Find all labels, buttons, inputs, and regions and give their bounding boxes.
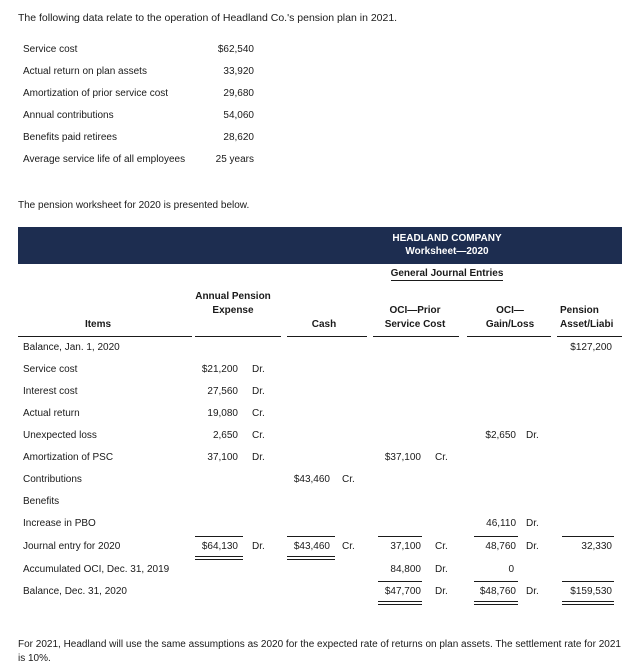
data-value-benefits-paid: 28,620	[223, 132, 254, 143]
data-label-average-service-life: Average service life of all employees	[23, 154, 186, 165]
underline-ape-top	[195, 536, 243, 537]
cell-psc-balance: $47,700	[384, 586, 421, 597]
cell-pal: $127,200	[570, 342, 612, 353]
data-value-annual-contributions: 54,060	[223, 110, 254, 121]
footer-note: For 2021, Headland will use the same assumptions as 2020 for the expected rate of returns on plan assets. The settlement rate for 2021 is 10%.	[18, 639, 621, 664]
data-value-amortization-psc: 29,680	[223, 88, 254, 99]
header-rule-cash	[287, 336, 367, 337]
cell-psc-type: Dr.	[435, 586, 448, 597]
row-label: Accumulated OCI, Dec. 31, 2019	[23, 564, 170, 575]
underline-pal-balance-bottom	[562, 601, 614, 602]
data-label-benefits-paid: Benefits paid retirees	[23, 132, 117, 143]
cell-gl-balance: $48,760	[479, 586, 516, 597]
worksheet-intro: The pension worksheet for 2020 is presented below.	[18, 200, 250, 211]
data-label-service-cost: Service cost	[23, 44, 78, 55]
col-header-oci-prior-service-cost: OCI—Prior Service Cost	[384, 305, 446, 330]
row-label: Contributions	[23, 474, 82, 485]
cell-gl: $2,650	[485, 430, 516, 441]
cell-psc: $37,100	[384, 452, 421, 463]
underline-cash-top	[287, 536, 335, 537]
cell-ape-type: Dr.	[252, 541, 265, 552]
cell-cash: $43,460	[293, 474, 330, 485]
data-value-service-cost: $62,540	[217, 44, 254, 55]
intro-text: The following data relate to the operation of Headland Co.'s pension plan in 2021.	[18, 12, 398, 24]
underline-ape-double	[195, 559, 243, 560]
header-rule-ape	[195, 336, 281, 337]
cell-gl-type: Dr.	[526, 541, 539, 552]
general-journal-entries-text: General Journal Entries	[390, 268, 504, 279]
header-rule-psc	[373, 336, 459, 337]
underline-cash-double	[287, 559, 335, 560]
cell-gl: 0	[508, 564, 514, 575]
cell-psc: 84,800	[390, 564, 421, 575]
underline-ape-bottom	[195, 556, 243, 557]
underline-gl-balance-bottom	[474, 601, 518, 602]
row-label: Service cost	[23, 364, 78, 375]
header-rule-gl	[467, 336, 551, 337]
underline-pal-balance-double	[562, 604, 614, 605]
col-header-pension-asset-liability: Pension Asset/Liabi	[560, 305, 614, 330]
underline-gl-balance-double	[474, 604, 518, 605]
underline-cash-bottom	[287, 556, 335, 557]
cell-ape-type: Dr.	[252, 452, 265, 463]
row-label: Actual return	[23, 408, 80, 419]
data-label-amortization-psc: Amortization of prior service cost	[23, 88, 169, 99]
cell-ape: 19,080	[207, 408, 238, 419]
cell-ape-type: Cr.	[252, 430, 265, 441]
header-rule-pal	[557, 336, 622, 337]
underline-psc-balance-double	[378, 604, 422, 605]
cell-cash-total: $43,460	[293, 541, 330, 552]
cell-cash-type: Cr.	[342, 474, 355, 485]
underline-psc-balance-top	[378, 581, 422, 582]
general-journal-entries-label	[18, 268, 638, 279]
cell-gl-type: Dr.	[526, 586, 539, 597]
cell-gl-type: Dr.	[526, 518, 539, 529]
cell-psc: 37,100	[390, 541, 421, 552]
worksheet-subtitle: Worksheet—2020	[405, 246, 489, 257]
cell-cash-type: Cr.	[342, 541, 355, 552]
underline-pal-top	[562, 536, 614, 537]
cell-ape: 2,650	[212, 430, 238, 441]
cell-gl: 46,110	[486, 518, 516, 529]
cell-pal: 32,330	[581, 541, 612, 552]
row-label: Balance, Dec. 31, 2020	[23, 586, 127, 597]
underline-psc-top	[378, 536, 422, 537]
row-label: Journal entry for 2020	[23, 541, 121, 552]
cell-gl-type: Dr.	[526, 430, 539, 441]
data-value-average-service-life: 25 years	[215, 154, 254, 165]
col-header-annual-pension-expense: Annual Pension Expense	[195, 291, 271, 316]
data-label-actual-return: Actual return on plan assets	[23, 66, 147, 77]
row-label: Unexpected loss	[23, 430, 97, 441]
company-name: HEADLAND COMPANY	[392, 233, 502, 244]
row-label: Benefits	[23, 496, 60, 507]
cell-psc-type: Cr.	[435, 541, 448, 552]
cell-ape-total: $64,130	[201, 541, 238, 552]
data-value-actual-return: 33,920	[223, 66, 254, 77]
cell-ape-type: Cr.	[252, 408, 265, 419]
cell-ape-type: Dr.	[252, 364, 265, 375]
cell-pal-balance: $159,530	[570, 586, 612, 597]
row-label: Balance, Jan. 1, 2020	[23, 342, 120, 353]
underline-gl-top	[474, 536, 518, 537]
cell-ape: 27,560	[207, 386, 238, 397]
cell-ape: $21,200	[201, 364, 238, 375]
data-label-annual-contributions: Annual contributions	[23, 110, 114, 121]
col-header-oci-gain-loss: OCI— Gain/Loss	[485, 305, 535, 330]
cell-ape: 37,100	[207, 452, 238, 463]
row-label: Interest cost	[23, 386, 78, 397]
col-header-items: Items	[84, 319, 112, 330]
underline-pal-balance-top	[562, 581, 614, 582]
row-label: Amortization of PSC	[23, 452, 114, 463]
underline-psc-balance-bottom	[378, 601, 422, 602]
cell-ape-type: Dr.	[252, 386, 265, 397]
cell-psc-type: Cr.	[435, 452, 448, 463]
header-rule-items	[18, 336, 192, 337]
underline-gl-balance-top	[474, 581, 518, 582]
cell-psc-type: Dr.	[435, 564, 448, 575]
cell-gl: 48,760	[485, 541, 516, 552]
row-label: Increase in PBO	[23, 518, 96, 529]
col-header-cash: Cash	[311, 319, 337, 330]
